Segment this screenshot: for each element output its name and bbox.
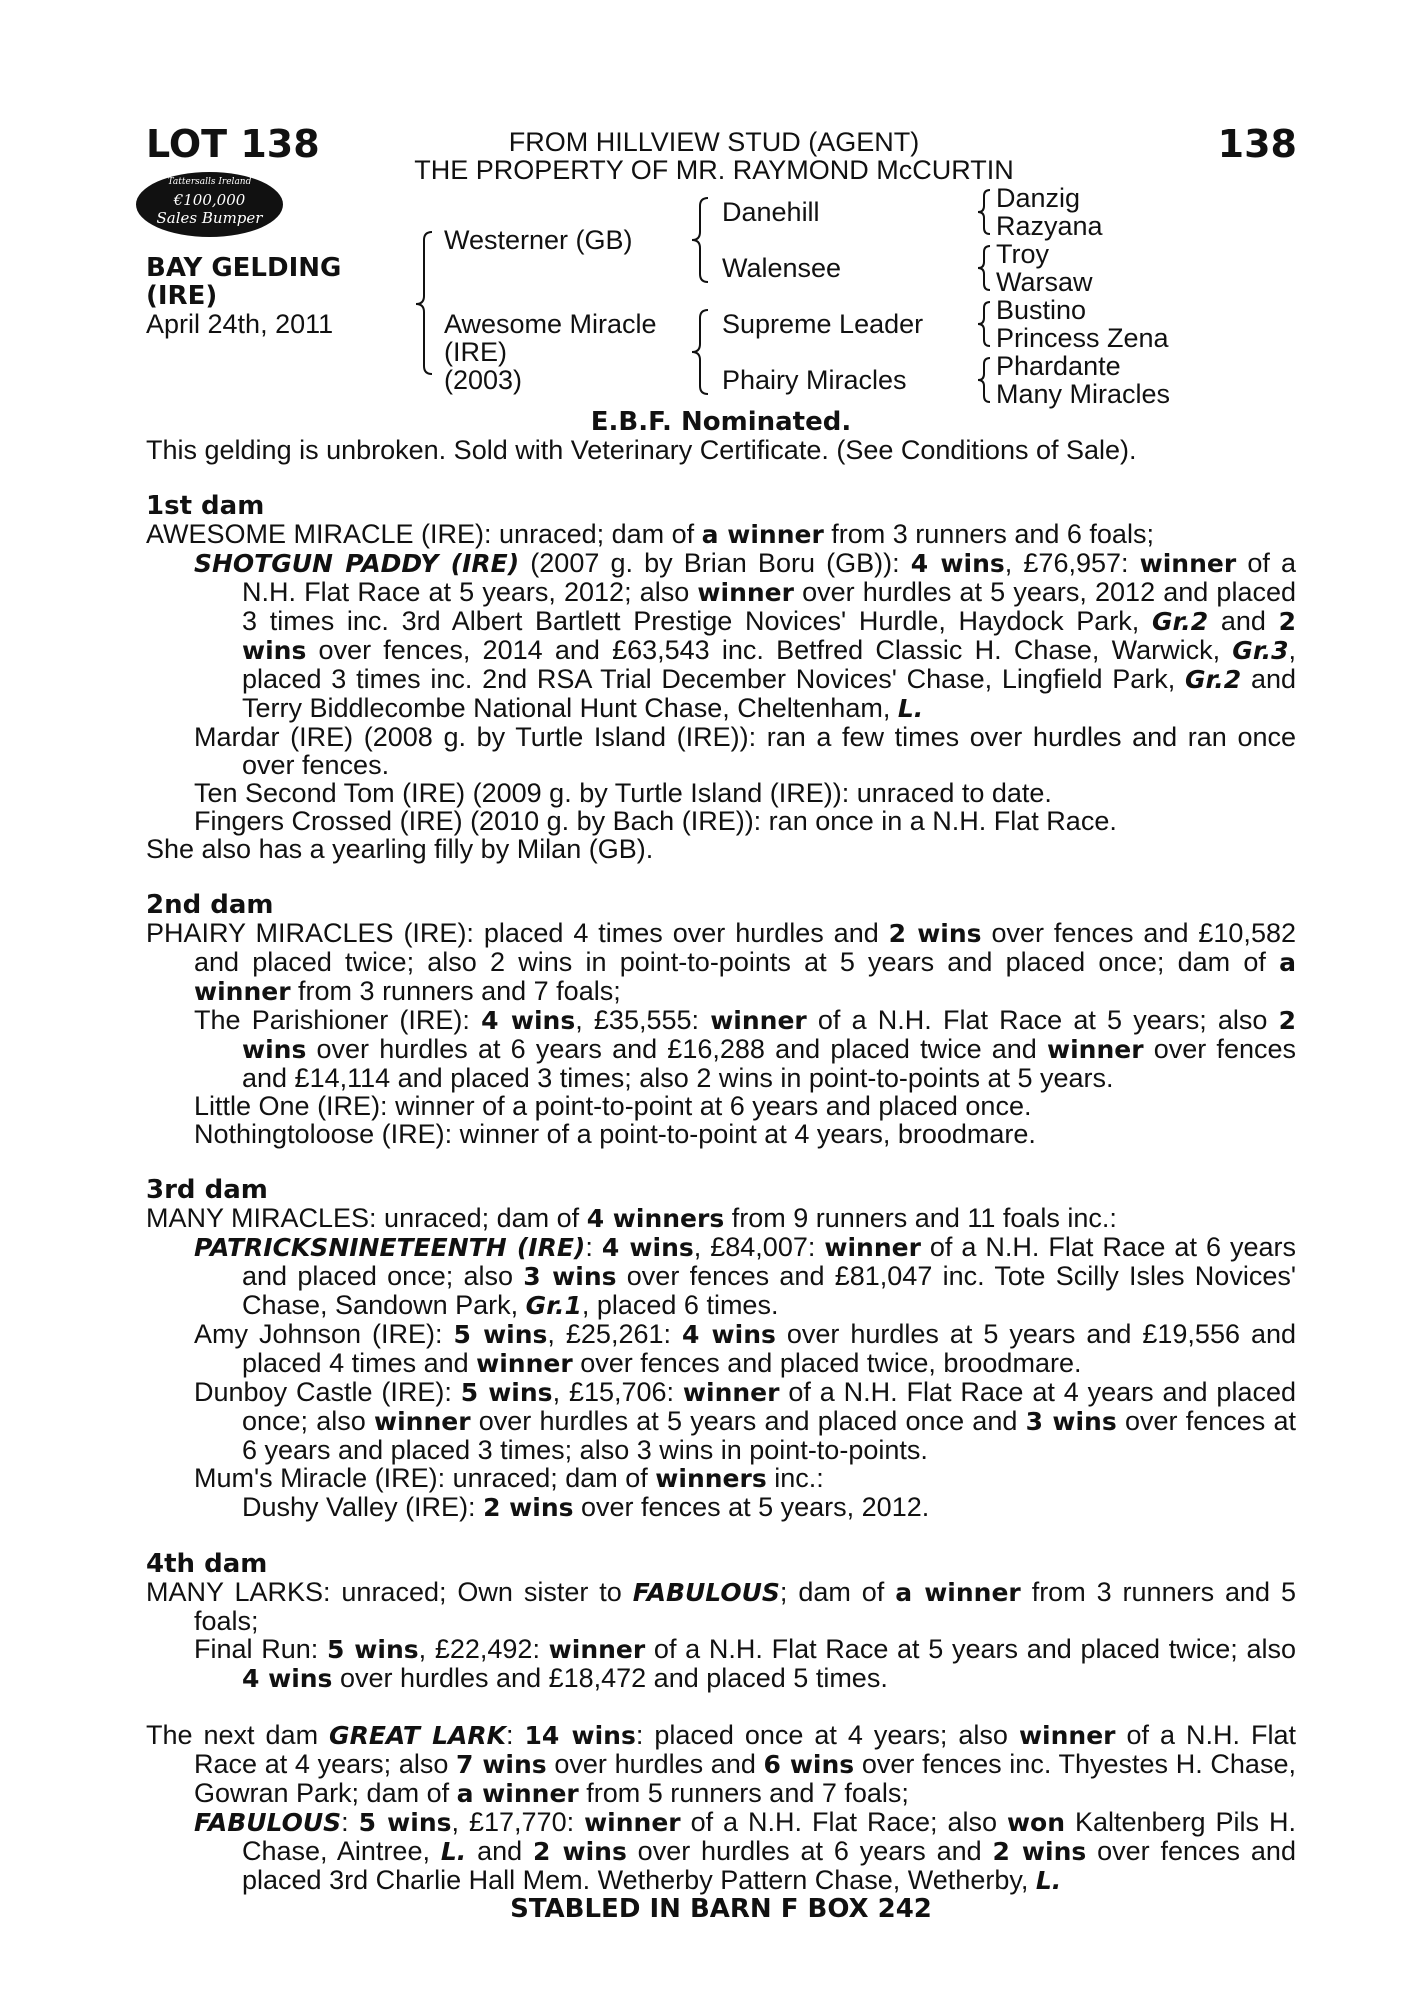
third-dam-produce-patricksnineteenth: PATRICKSNINETEENTH (IRE): 4 wins, £84,007: winner of a N.H. Flat Race at 6 years and placed once; also 3 wins over fences and £81,047 inc. Tote Scilly Isles Novices' Chase, Sandown Park, Gr.1, placed 6 times. [194, 1232, 1296, 1320]
property-line: THE PROPERTY OF MR. RAYMOND McCURTIN [414, 155, 1014, 185]
third-dam-produce-dunboy-castle: Dunboy Castle (IRE): 5 wins, £15,706: winner of a N.H. Flat Race at 4 years and placed once; also winner over hurdles at 5 years and placed once and 3 wins over fences at 6 years and placed 3 times; also 3 wins in point-to-points. [194, 1377, 1296, 1465]
second-dam-heading: 2nd dam [146, 890, 274, 920]
pedigree-sire: Westerner (GB) [444, 225, 633, 255]
second-dam-produce-little-one: Little One (IRE): winner of a point-to-point at 6 years and placed once. [194, 1091, 1032, 1121]
second-dam-produce-parishioner: The Parishioner (IRE): 4 wins, £35,555: winner of a N.H. Flat Race at 5 years; also 2 wins over hurdles at 6 years and £16,288 and placed twice and winner over fences and £14,114 and placed 3 times; also 2 wins in point-to-points at 5 years. [194, 1005, 1297, 1093]
pedigree-dam-sire: Supreme Leader [722, 309, 924, 339]
pedigree-braces [0, 0, 1428, 420]
pedigree-g7: Phardante [996, 351, 1121, 381]
third-dam-produce-amy-johnson: Amy Johnson (IRE): 5 wins, £25,261: 4 wins over hurdles at 5 years and £19,556 and placed 4 times and winner over fences and placed twice, broodmare. [194, 1319, 1296, 1378]
fourth-dam-summary: MANY LARKS: unraced; Own sister to FABULOUS; dam of a winner from 3 runners and 5 foals; [146, 1577, 1297, 1636]
next-dam-produce-fabulous: FABULOUS: 5 wins, £17,770: winner of a N.H. Flat Race; also won Kaltenberg Pils H. Chase, Aintree, L. and 2 wins over hurdles at 6 years and 2 wins over fences and placed 3rd Charlie Hall Mem. Wetherby Pattern Chase, Wetherby, L. [194, 1807, 1296, 1895]
sale-note: This gelding is unbroken. Sold with Veterinary Certificate. (See Conditions of Sale). [146, 435, 1137, 465]
third-dam-heading: 3rd dam [146, 1175, 268, 1205]
third-dam-summary: MANY MIRACLES: unraced; dam of 4 winners from 9 runners and 11 foals inc.: [146, 1203, 1117, 1233]
first-dam-produce-mardar: Mardar (IRE) (2008 g. by Turtle Island (IRE)): ran a few times over hurdles and ran once over fences. [194, 722, 1296, 780]
pedigree-dam-line-3: (2003) [444, 365, 523, 395]
pedigree-sire-dam: Walensee [722, 253, 842, 283]
first-dam-produce-ten-second-tom: Ten Second Tom (IRE) (2009 g. by Turtle Island (IRE)): unraced to date. [194, 778, 1052, 808]
pedigree-g8: Many Miracles [996, 379, 1171, 409]
lot-label: LOT 138 [146, 122, 320, 166]
lot-number: 138 [1217, 122, 1297, 166]
pedigree-g1: Danzig [996, 183, 1081, 213]
ebf-nominated: E.B.F. Nominated. [590, 407, 852, 437]
second-dam-produce-nothingtoloose: Nothingtoloose (IRE): winner of a point-to-point at 4 years, broodmare. [194, 1119, 1036, 1149]
pedigree-g3: Troy [996, 239, 1049, 269]
first-dam-produce-fingers-crossed: Fingers Crossed (IRE) (2010 g. by Bach (IRE)): ran once in a N.H. Flat Race. [194, 806, 1117, 836]
pedigree-g2: Razyana [996, 211, 1103, 241]
pedigree-g4: Warsaw [996, 267, 1093, 297]
next-dam-summary: The next dam GREAT LARK: 14 wins: placed once at 4 years; also winner of a N.H. Flat Race at 4 years; also 7 wins over hurdles and 6 wins over fences inc. Thyestes H. Chase, Gowran Park; dam of a winner from 5 runners and 7 foals; [146, 1720, 1296, 1808]
horse-sex-line-2: (IRE) [146, 281, 218, 311]
vendor-line: FROM HILLVIEW STUD (AGENT) [508, 127, 920, 157]
pedigree-g6: Princess Zena [996, 323, 1169, 353]
third-dam-grandproduce-dushy-valley: Dushy Valley (IRE): 2 wins over fences at 5 years, 2012. [242, 1492, 930, 1522]
pedigree-dam [444, 310, 657, 394]
badge-line-1: Tattersalls Ireland [167, 177, 252, 187]
first-dam-summary: AWESOME MIRACLE (IRE): unraced; dam of a winner from 3 runners and 6 foals; [146, 519, 1154, 549]
badge-line-3: Sales Bumper [156, 209, 263, 227]
first-dam-heading: 1st dam [146, 491, 265, 521]
first-dam-produce-shotgun-paddy: SHOTGUN PADDY (IRE) (2007 g. by Brian Boru (GB)): 4 wins, £76,957: winner of a N.H. Flat Race at 5 years, 2012; also winner over hurdles at 5 years, 2012 and placed 3 times inc. 3rd Albert Bartlett Prestige Novices' Hurdle, Haydock Park, Gr.2 and 2 wins over fences, 2014 and £63,543 inc. Betfred Classic H. Chase, Warwick, Gr.3, placed 3 times inc. 2nd RSA Trial December Novices' Chase, Lingfield Park, Gr.2 and Terry Biddlecombe National Hunt Chase, Cheltenham, L. [194, 548, 1296, 723]
badge-line-2: €100,000 [173, 191, 246, 209]
pedigree-sire-sire: Danehill [722, 197, 820, 227]
horse-sex-line-1: BAY GELDING [146, 253, 342, 283]
first-dam-yearling-note: She also has a yearling filly by Milan (GB). [146, 834, 654, 864]
fourth-dam-heading: 4th dam [146, 1549, 268, 1579]
pedigree-g5: Bustino [996, 295, 1087, 325]
catalogue-body [146, 408, 1296, 1923]
pedigree-dam-line-2: (IRE) [444, 337, 507, 367]
third-dam-produce-mums-miracle: Mum's Miracle (IRE): unraced; dam of winners inc.: [194, 1463, 824, 1493]
pedigree-dam-line-1: Awesome Miracle [444, 309, 657, 339]
foaling-date: April 24th, 2011 [146, 309, 334, 339]
fourth-dam-produce-final-run: Final Run: 5 wins, £22,492: winner of a N.H. Flat Race at 5 years and placed twice; also 4 wins over hurdles and £18,472 and placed 5 times. [194, 1634, 1297, 1693]
stabling-location: STABLED IN BARN F BOX 242 [510, 1894, 932, 1924]
second-dam-summary: PHAIRY MIRACLES (IRE): placed 4 times over hurdles and 2 wins over fences and £10,582 and placed twice; also 2 wins in point-to-points at 5 years and placed once; dam of a winner from 3 runners and 7 foals; [146, 918, 1296, 1006]
pedigree-dam-dam: Phairy Miracles [722, 365, 907, 395]
